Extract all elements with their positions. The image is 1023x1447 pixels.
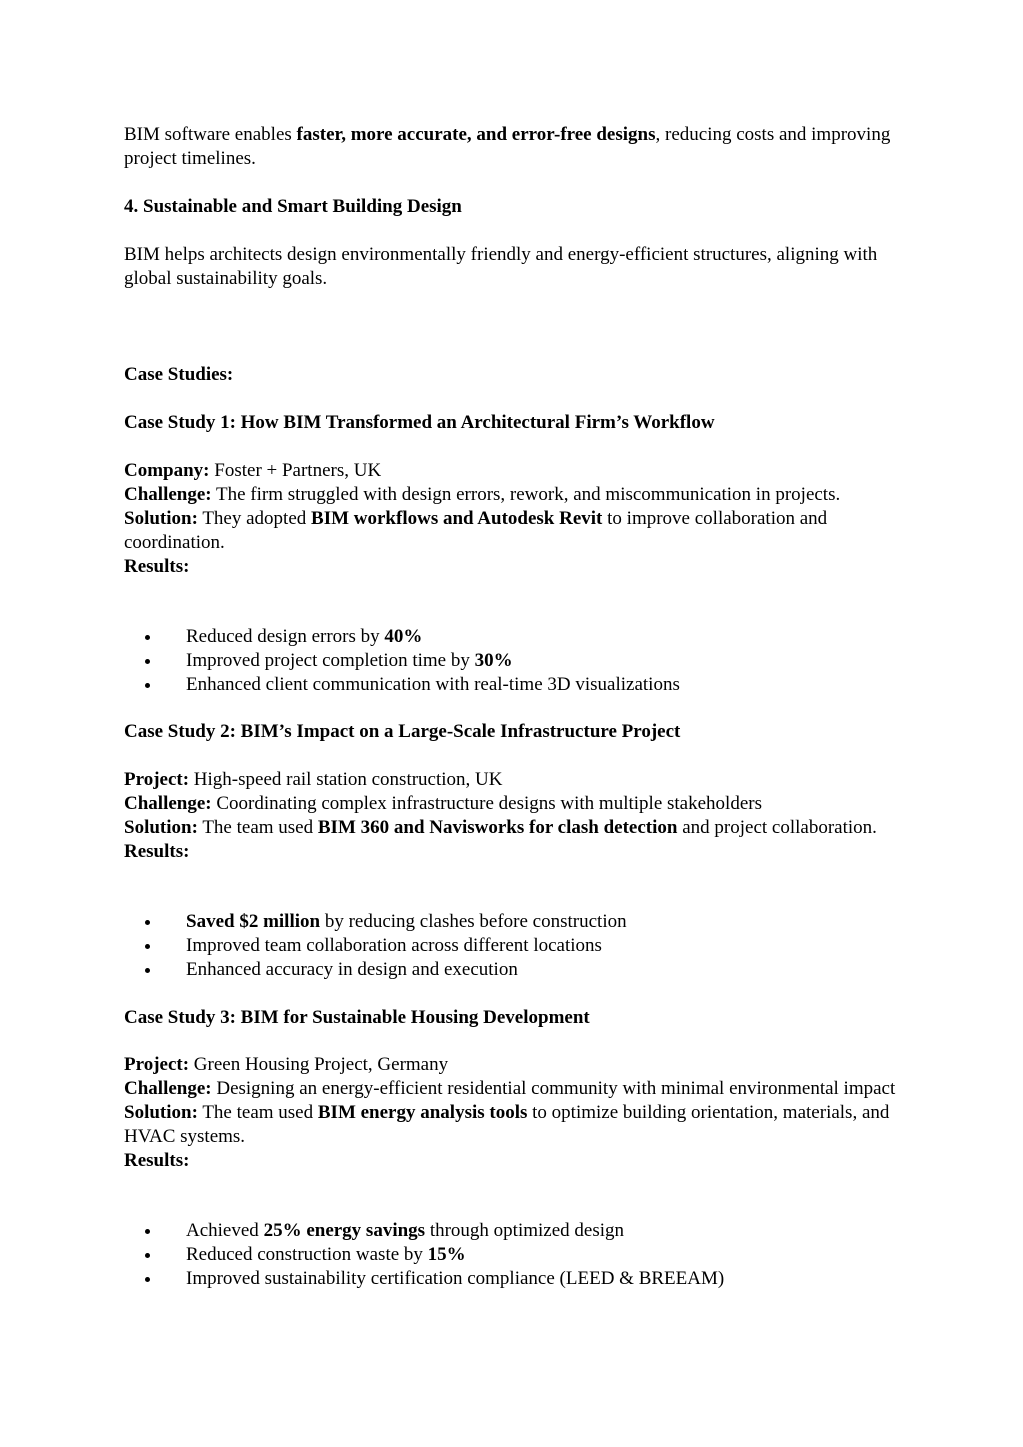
bullet-icon [145,659,150,664]
challenge-label: Challenge: [124,793,212,814]
list-item [124,673,904,697]
results-label: Results: [124,841,190,862]
results-label: Results: [124,556,190,577]
result-text: Enhanced accuracy in design and execution [186,959,518,980]
bullet-icon [145,920,150,925]
solution-text: They adopted [197,508,312,529]
solution-bold: BIM 360 and Navisworks for clash detection [317,817,678,838]
list-item [124,934,904,958]
solution-text: The team used [197,1102,318,1123]
results-label: Results: [124,1150,190,1171]
challenge-value: Coordinating complex infrastructure designs with multiple stakeholders [211,793,762,814]
solution-text-end: to improve collaboration and coordination. [124,508,828,553]
result-text: by reducing clashes before construction [320,911,627,932]
case-study-2-results [124,910,904,982]
intro-bold: faster, more accurate, and error-free designs [296,124,656,145]
company-value: Foster + Partners, UK [209,460,382,481]
bullet-icon [145,968,150,973]
challenge-value: Designing an energy-efficient residential community with minimal environmental impact [211,1078,896,1099]
list-item [124,1219,904,1243]
project-label: Project: [124,769,190,790]
challenge-value: The firm struggled with design errors, rework, and miscommunication in projects. [211,484,841,505]
challenge-label: Challenge: [124,1078,212,1099]
solution-text: The team used [197,817,318,838]
bullet-icon [145,1253,150,1258]
result-text: Achieved [186,1220,264,1241]
list-item [124,958,904,982]
bullet-icon [145,1277,150,1282]
result-text-end: through optimized design [425,1220,625,1241]
project-label: Project: [124,1054,190,1075]
list-item [124,625,904,649]
case-study-3-details [124,1053,904,1173]
section-4-paragraph: BIM helps architects design environmentally friendly and energy-efficient structures, aligning with global sustainability goals. [124,244,878,289]
project-value: Green Housing Project, Germany [189,1054,449,1075]
solution-text-end: and project collaboration. [677,817,877,838]
company-label: Company: [124,460,210,481]
result-bold: 25% energy savings [263,1220,426,1241]
solution-label: Solution: [124,508,198,529]
solution-label: Solution: [124,817,198,838]
case-study-1-details [124,459,904,579]
result-bold: 30% [474,650,513,671]
intro-paragraph [124,123,904,171]
case-study-2-details [124,768,904,864]
list-item [124,1243,904,1267]
bullet-icon [145,683,150,688]
case-study-2-title: Case Study 2: BIM’s Impact on a Large-Scale Infrastructure Project [124,721,681,742]
case-study-3-results [124,1219,904,1291]
result-bold: 40% [384,626,423,647]
bullet-icon [145,635,150,640]
bullet-icon [145,944,150,949]
case-study-1-results [124,625,904,697]
bullet-icon [145,1229,150,1234]
result-bold: Saved $2 million [186,911,321,932]
result-text: Reduced design errors by [186,626,385,647]
intro-text: BIM software enables [124,124,297,145]
solution-label: Solution: [124,1102,198,1123]
result-text: Enhanced client communication with real-time 3D visualizations [186,674,680,695]
case-study-1-title: Case Study 1: How BIM Transformed an Architectural Firm’s Workflow [124,412,715,433]
result-text: Improved project completion time by [186,650,475,671]
project-value: High-speed rail station construction, UK [189,769,503,790]
challenge-label: Challenge: [124,484,212,505]
result-text: Reduced construction waste by [186,1244,428,1265]
intro-text-end: , reducing costs and improving project timelines. [124,124,891,169]
section-4-heading: 4. Sustainable and Smart Building Design [124,196,462,217]
list-item [124,649,904,673]
case-studies-heading: Case Studies: [124,364,234,385]
list-item [124,1267,904,1291]
solution-bold: BIM energy analysis tools [317,1102,528,1123]
result-text: Improved team collaboration across different locations [186,935,602,956]
result-bold: 15% [427,1244,466,1265]
solution-bold: BIM workflows and Autodesk Revit [311,508,603,529]
solution-text-end: to optimize building orientation, materials, and HVAC systems. [124,1102,890,1147]
result-text: Improved sustainability certification compliance (LEED & BREEAM) [186,1268,725,1289]
list-item [124,910,904,934]
case-study-3-title: Case Study 3: BIM for Sustainable Housing Development [124,1007,590,1028]
